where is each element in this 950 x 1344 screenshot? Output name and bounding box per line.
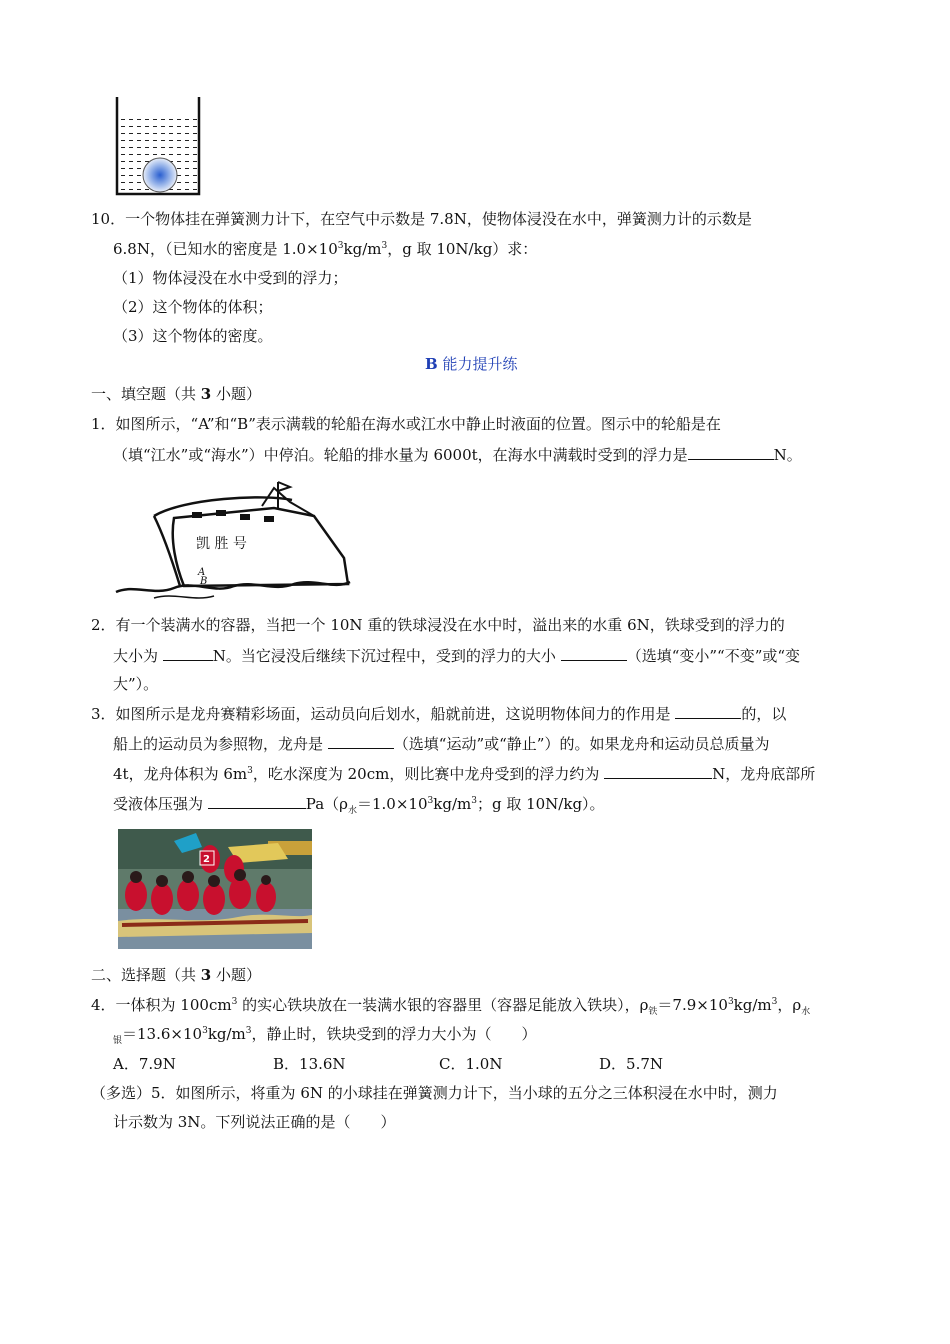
q3-blank4[interactable] <box>208 793 306 809</box>
q4-line1: 4．一体积为 $100cm^3$ 的实心铁块放在一装满水银的容器里（容器足能放入铁块），$\rho_铁=7.9\times 10^3kg/m^3$，$\rho_水$ <box>91 996 811 1017</box>
q2-line1: 2．有一个装满水的容器，当把一个 10N 重的铁球浸没在水中时，溢出来的水重 6N，铁球受到的浮力的 <box>91 616 785 634</box>
q10-line1: 10．一个物体挂在弹簧测力计下，在空气中示数是 7.8N，使物体浸没在水中，弹簧测力计的示数是 <box>91 210 752 228</box>
q3-line4: 受液体压强为 $Pa(\rho_水=1.0\times 10^3kg/m^3$；g 取 10N/kg）。 <box>113 795 605 816</box>
mark-b: B <box>200 576 208 587</box>
ball <box>143 158 177 192</box>
section-b-heading: B 能力提升练 <box>425 355 518 373</box>
q10-sub3: （3）这个物体的密度。 <box>113 327 273 345</box>
ship-figure <box>114 476 354 604</box>
q3-blank1[interactable] <box>675 703 741 719</box>
q1-line2: （填“江水”或“海水”）中停泊。轮船的排水量为 6000t，在海水中满载时受到的浮力是 N。 <box>113 446 802 464</box>
ship-flag <box>278 482 290 508</box>
q5-line1: （多选）5．如图所示，将重为 6N 的小球挂在弹簧测力计下，当小球的五分之三体积浸在水中时，测力 <box>91 1084 778 1102</box>
q2-line3: 大”）。 <box>113 675 159 693</box>
ship-name: 凯 胜 号 <box>196 536 247 552</box>
q4-line2: $_银=13.6\times 10^3kg/m^3$，静止时，铁块受到的浮力大小为（ ） <box>113 1025 537 1046</box>
q3-line3: 4t，龙舟体积为 $6m^3$，吃水深度为 20cm，则比赛中龙舟受到的浮力约为 N，龙舟底部所 <box>113 765 816 783</box>
part1-heading: 一、填空题（共 3 小题） <box>91 385 261 403</box>
q10-sub2: （2）这个物体的体积； <box>113 298 273 316</box>
dragon-boat-photo <box>118 829 312 949</box>
q4-option-c[interactable]: C．1.0N <box>439 1055 503 1073</box>
q3-line2: 船上的运动员为参照物，龙舟是 （选填“运动”或“静止”）的。如果龙舟和运动员总质量为 <box>113 735 770 753</box>
q4-option-b[interactable]: B．13.6N <box>273 1055 346 1073</box>
q2-blank2[interactable] <box>561 645 627 661</box>
part2-heading: 二、选择题（共 3 小题） <box>91 966 261 984</box>
q1-line1: 1．如图所示，“A”和“B”表示满载的轮船在海水或江水中静止时液面的位置。图示中的轮船是在 <box>91 415 721 433</box>
q10-sub1: （1）物体浸没在水中受到的浮力； <box>113 269 348 287</box>
q4-options <box>113 1054 663 1074</box>
q4-option-a[interactable]: A．7.9N <box>113 1055 176 1073</box>
q3-line1: 3．如图所示是龙舟赛精彩场面，运动员向后划水，船就前进，这说明物体间力的作用是 的，以 <box>91 705 787 723</box>
q3-blank2[interactable] <box>328 733 394 749</box>
q1-blank[interactable] <box>688 444 774 460</box>
beaker-figure <box>112 95 204 197</box>
boat-number: 2 <box>203 854 210 865</box>
q2-line2: 大小为 N。当它浸没后继续下沉过程中，受到的浮力的大小 （选填“变小”“不变”或“变 <box>113 647 801 665</box>
mark-a: A <box>198 567 206 578</box>
q2-blank1[interactable] <box>163 645 213 661</box>
q10-line2: 6.8N，（已知水的密度是 $1.0\times 10^3kg/m^3$，g 取 10N/kg）求： <box>113 240 538 258</box>
q5-line2: 计示数为 3N。下列说法正确的是（ ） <box>113 1113 396 1131</box>
q4-option-d[interactable]: D．5.7N <box>599 1055 664 1073</box>
q3-blank3[interactable] <box>604 763 712 779</box>
